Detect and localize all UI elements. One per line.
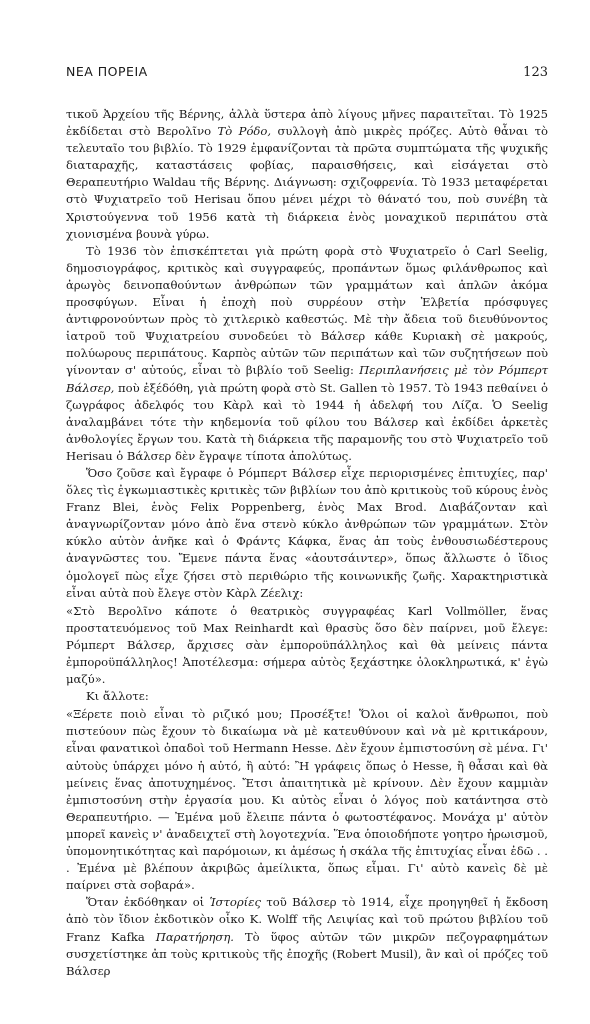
text-run: τικοῦ Ἀρχείου τῆς Βέρνης, ἀλλὰ ὕστερα ἀπὸ λίγους μῆνες παραιτεῖται. Τὸ 1925 ἐκδίδεται στὸ Βερολῖνο	[66, 107, 548, 139]
text-run: συλλογὴ ἀπὸ μικρὲς πρόζες. Αὐτὸ θἆναι τὸ τελευταῖο του βιβλίο. Τὸ 1929 ἐμφανίζονται τὰ πρῶτα συμπτώματα τῆς ψυχικῆς διαταραχῆς, καταστάσεις φοβίας, παραισθήσεις, καὶ εἰσάγεται στὸ Θεραπευτήριο Waldau τῆς Βέρνης. Διάγνωση: σχιζοφρενία. Τὸ 1933 μεταφέρεται στὸ Ψυχιατρεῖο τοῦ Herisau ὅπου μένει μέχρι τὸ θάνατό του, ποὺ συνέβη τὰ Χριστούγεννα τοῦ 1956 κατὰ τὴ διάρκεια ἑνὸς μοναχικοῦ περιπάτου στὰ χιονισμένα βουνὰ γύρω.	[66, 124, 549, 241]
text-run: ποὺ ἐξέδόθη, γιὰ πρώτη φορὰ στὸ St. Gallen τὸ 1957. Τὸ 1943 πεθαίνει ὁ ζωγράφος ἀδελφός του Κὰρλ καὶ τὸ 1944 ἡ ἀδελφή του Λίζα. Ὁ Seelig ἀναλαμβάνει τότε τὴν κηδεμονία τοῦ φίλου του Βάλσερ καὶ ἐκδίδει ἀρκετὲς ἀνθολογίες ἔργων του. Κατὰ τὴ διάρκεια τῆς παραμονῆς του στὸ Ψυχιατρεῖο τοῦ Herisau ὁ Βάλσερ δὲν ἔγραψε τίποτα ἀπολύτως.	[66, 380, 548, 463]
paragraph-p2	[66, 243, 548, 465]
page	[66, 64, 548, 980]
text-run: «Ξέρετε ποιὸ εἶναι τὸ ριζικό μου; Προσέξτε! Ὅλοι οἱ καλοὶ ἄνθρωποι, ποὺ πιστεύουν πὼς ἔχουν τὸ δικαίωμα νὰ μὲ κατευθύνουν καὶ νὰ μὲ κριτικάρουν, εἶναι φανατικοὶ ὀπαδοὶ τοῦ Hermann Hesse. Δὲν ἔχουν ἐμπιστοσύνη σὲ μένα. Γι' αὐτοὺς ὑπάρχει μόνο ἡ αὐτό, ἢ αὐτό: Ἢ γράφεις ὅπως ὁ Hesse, ἢ θἆσαι καὶ θὰ μείνεις ἕνας ἀποτυχημένος. Ἔτσι ἀπαιτητικὰ μὲ κρίνουν. Δὲν ἔχουν καμμιὰν ἐμπιστοσύνη στὴν ἐργασία μου. Κι αὐτὸς εἶναι ὁ λόγος ποὺ κατάντησα στὸ Θεραπευτήριο. — Ἐμένα μοῦ ἔλειπε πάντα ὁ φωτοστέφανος. Μονάχα μ' αὐτὸν μπορεῖ κανεὶς ν' ἀναδειχτεῖ στὴ λογοτεχνία. Ἕνα ὁποιοδήποτε γοητρο ἡρωισμοῦ, ὑπομονητικότητας καὶ παρόμοιων, κι ἀμέσως ἡ σκάλα τῆς ἐπιτυχίας εἶναι ἐδῶ . . . Ἐμένα μὲ βλέπουν ἀκριβῶς ἀμείλικτα, ὅπως εἶμαι. Γι' αὐτὸ κανεὶς δὲ μὲ παίρνει στὰ σοβαρά».	[66, 707, 548, 893]
text-run: Ὅσο ζοῦσε καὶ ἔγραφε ὁ Ρόμπερτ Βάλσερ εἶχε περιορισμένες ἐπιτυχίες, παρ' ὅλες τὶς ἐγκωμιαστικὲς κριτικὲς τῶν βιβλίων του ἀπὸ κριτικοὺς τοῦ κύρους ἑνὸς Franz Blei, ἑνὸς Felix Poppenberg, ἑνὸς Max Brod. Διαβάζονταν καὶ ἀναγνωρίζονταν μόνο ἀπὸ ἕνα στενὸ κύκλο ἀνθρώπων τῶν γραμμάτων. Στὸν κύκλο αὐτὸν ἀνῆκε καὶ ὁ Φράντς Κάφκα, ἕνας ἀπ τοὺς ἐνθουσιωδέστερους ἀναγνῶστες του. Ἔμενε πάντα ἕνας «ἀουτσάιντερ», ὅπως ἄλλωστε ὁ ἴδιος ὁμολογεῖ πὼς εἶχε ζήσει στὸ περιθώριο τῆς κοινωνικῆς ζωῆς. Χαρακτηριστικὰ εἶναι αὐτὰ ποὺ ἔλεγε στὸν Κὰρλ Ζέελιχ:	[66, 465, 548, 600]
italic-title: Περιπλανήσεις μὲ τὸν Ρόμπερτ Βάλσερ,	[66, 363, 549, 395]
text-run: Τὸ ὕφος αὐτῶν τῶν μικρῶν πεζογραφημάτων συσχετίστηκε ἀπ τοὺς κριτικοὺς τῆς ἐποχῆς (Robert Musil), ἂν καὶ οἱ πρόζες τοῦ Βάλσερ	[66, 929, 549, 978]
italic-title: Παρατήρηση.	[155, 929, 234, 944]
journal-title: ΝΕΑ ΠΟΡΕΙΑ	[66, 64, 148, 79]
paragraph-p4	[66, 603, 548, 688]
italic-title: Ἱστορίες	[209, 895, 261, 910]
article-body	[66, 106, 548, 980]
text-run: Κι ἄλλοτε:	[86, 689, 149, 704]
paragraph-p5	[66, 688, 548, 705]
page-number: 123	[523, 65, 548, 80]
italic-title: Τὸ Ρόδο,	[217, 124, 272, 139]
paragraph-p1	[66, 106, 548, 243]
paragraph-p6	[66, 706, 548, 894]
text-run: Τὸ 1936 τὸν ἐπισκέπτεται γιὰ πρώτη φορὰ στὸ Ψυχιατρεῖο ὁ Carl Seelig, δημοσιογράφος, κριτικὸς καὶ συγγραφεύς, προπάντων ὅμως φιλάνθρωπος καὶ ἀρωγὸς δεινοπαθούντων ἀνθρώπων τῶν γραμμάτων καὶ ἁπλῶν ἀκόμα προσφύγων. Εἶναι ἡ ἐποχὴ ποὺ συρρέουν στὴν Ἑλβετία πρόσφυγες ἀντιφρονούντων πρὸς τὸ χιτλερικὸ καθεστώς. Μὲ τὴν ἄδεια τοῦ διευθύνοντος ἰατροῦ τοῦ Ψυχιατρείου συνοδεύει τὸ Βάλσερ κάθε Κυριακὴ σὲ μακρούς, πολύωρους περιπάτους. Καρπὸς αὐτῶν τῶν περιπάτων καὶ τῶν συζητήσεων ποὺ γίνονταν σ' αὐτούς, εἶναι τὸ βιβλίο τοῦ Seelig:	[66, 243, 548, 378]
paragraph-p3	[66, 465, 548, 602]
text-run: Ὅταν ἐκδόθηκαν οἱ	[86, 895, 210, 910]
text-run: τοῦ Βάλσερ τὸ 1914, εἶχε προηγηθεῖ ἡ ἔκδοση ἀπὸ τὸν ἴδιον ἐκδοτικὸν οἶκο K. Wolff τῆς Λειψίας καὶ τοῦ πρώτου βιβλίου τοῦ Franz Kafka	[66, 895, 549, 944]
text-run: «Στὸ Βερολῖνο κάποτε ὁ θεατρικὸς συγγραφέας Karl Vollmöller, ἕνας προστατευόμενος τοῦ Max Reinhardt καὶ θρασὺς ὅσο δὲν παίρνει, μοῦ ἔλεγε: Ρόμπερτ Βάλσερ, ἄρχισες σὰν ἐμποροϋπάλληλος καὶ θὰ μείνεις πάντα ἐμποροϋπάλληλος! Ἀποτέλεσμα: σήμερα αὐτὸς ξεχάστηκε ὁλοκληρωτικά, κ' ἐγὼ μαζύ».	[66, 603, 548, 687]
paragraph-p7	[66, 894, 548, 979]
running-header	[66, 64, 548, 84]
